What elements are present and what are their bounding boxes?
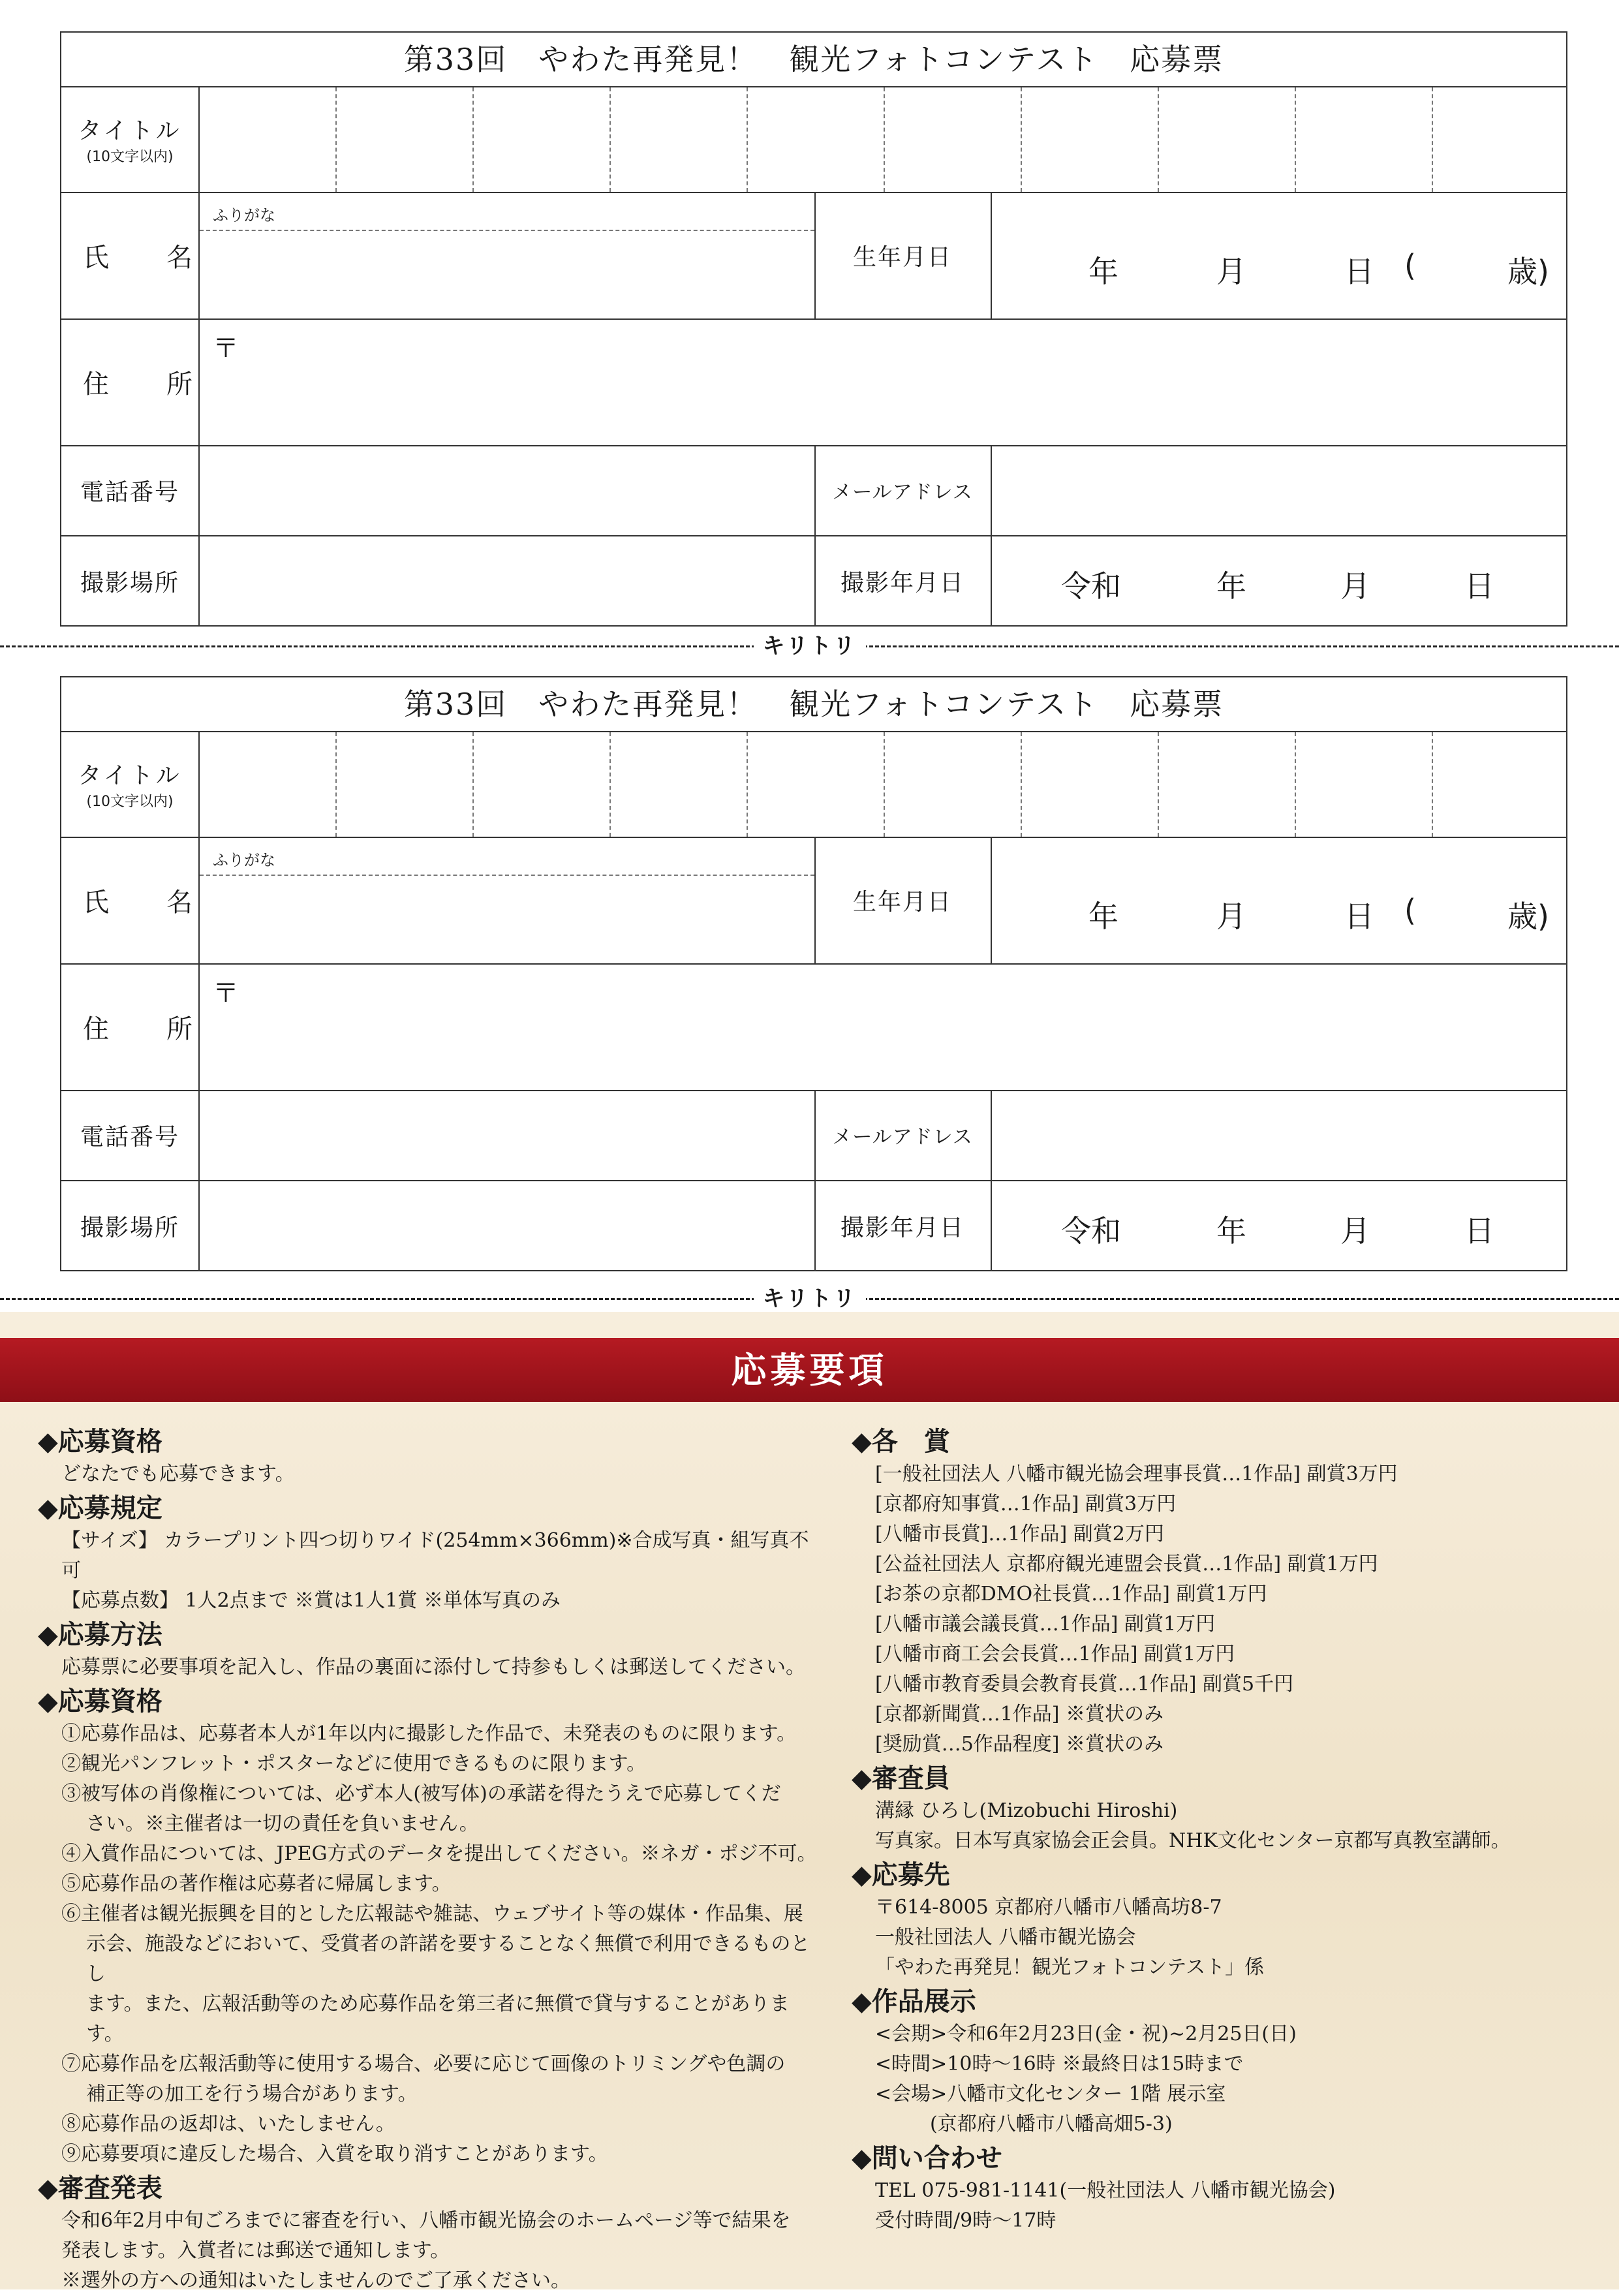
section-line: 【サイズ】 カラープリント四つ切りワイド(254mm×366mm)※合成写真・組写真不可 <box>61 1529 809 1582</box>
shot-month-unit: 月 <box>1340 568 1370 604</box>
section-line: [一般社団法人 八幡市観光協会理事長賞…1作品] 副賞3万円 <box>875 1463 1398 1485</box>
section-line: 発表します。入賞者には郵送で通知します。 <box>61 2239 450 2262</box>
section-line: [奨励賞…5作品程度] ※賞状のみ <box>875 1733 1164 1756</box>
section-heading-text: 作品展示 <box>871 1986 976 2017</box>
section-line: 補正等の加工を行う場合があります。 <box>86 2083 418 2105</box>
section-line: ⑧応募作品の返却は、いたしません。 <box>61 2113 395 2135</box>
diamond-icon: ◆ <box>852 1427 872 1457</box>
entry-form-1 <box>60 31 1567 627</box>
section-heading-text: 応募先 <box>871 1859 950 1890</box>
era-label: 令和 <box>1061 568 1121 604</box>
section-heading <box>38 2171 821 2206</box>
birth-label: 生年月日 <box>852 243 952 271</box>
section-heading-text: 応募規定 <box>57 1493 162 1523</box>
section-line: [京都新聞賞…1作品] ※賞状のみ <box>875 1703 1164 1726</box>
section-heading <box>852 1424 1596 1459</box>
address-label: 住 所 <box>83 1014 208 1044</box>
section-line: <会場>八幡市文化センター 1階 展示室 <box>875 2083 1226 2105</box>
section-heading-text: 応募方法 <box>57 1619 162 1650</box>
section-heading <box>38 1491 821 1526</box>
section-line: ⑥主催者は観光振興を目的とした広報誌や雑誌、ウェブサイト等の媒体・作品集、展 <box>61 1902 803 1925</box>
section-heading-text: 各 賞 <box>871 1426 950 1457</box>
title-input[interactable] <box>200 87 1567 192</box>
diamond-icon: ◆ <box>852 1860 872 1890</box>
shot-day-unit: 日 <box>1464 1213 1494 1249</box>
section-line: [八幡市商工会会長賞…1作品] 副賞1万円 <box>875 1643 1235 1666</box>
section-heading-text: 応募資格 <box>57 1686 162 1716</box>
postal-mark: 〒 <box>213 978 239 1008</box>
email-label: メールアドレス <box>832 1126 973 1149</box>
birth-day-unit: 日 <box>1344 254 1374 289</box>
section-heading-text: 審査発表 <box>57 2173 162 2203</box>
section-line: 【応募点数】 1人2点まで ※賞は1人1賞 ※単体写真のみ <box>61 1589 561 1612</box>
furigana-label: ふりがな <box>213 851 275 869</box>
section-line: ⑤応募作品の著作権は応募者に帰属します。 <box>61 1872 452 1895</box>
name-label: 氏 名 <box>83 887 208 918</box>
diamond-icon: ◆ <box>852 2143 872 2173</box>
section-heading <box>852 1984 1596 2019</box>
section-line: 一般社団法人 八幡市観光協会 <box>875 1926 1136 1949</box>
entry-guidelines <box>0 1312 1619 2292</box>
section-line: TEL 075-981-1141(一般社団法人 八幡市観光協会) <box>875 2179 1336 2202</box>
diamond-icon: ◆ <box>38 1427 58 1457</box>
shot-month-unit: 月 <box>1340 1213 1370 1249</box>
section-line: ⑦応募作品を広報活動等に使用する場合、必要に応じて画像のトリミングや色調の <box>61 2053 786 2075</box>
section-heading <box>38 1617 821 1652</box>
cut-label: キリトリ <box>754 633 866 659</box>
form-title: 第33回 やわた再発見！ 観光フォトコンテスト 応募票 <box>403 42 1224 77</box>
address-input[interactable] <box>200 965 1567 1090</box>
address-label: 住 所 <box>83 369 208 399</box>
shot-date-label: 撮影年月日 <box>840 569 964 597</box>
shot-year-unit: 年 <box>1216 1213 1246 1249</box>
birth-input[interactable] <box>992 838 1567 963</box>
diamond-icon: ◆ <box>852 1987 872 2017</box>
guidelines-left-column <box>38 1423 821 2296</box>
section-line: 受付時間/9時～17時 <box>875 2209 1056 2232</box>
section-line: [京都府知事賞…1作品] 副賞3万円 <box>875 1493 1177 1515</box>
section-line: [お茶の京都DMO社長賞…1作品] 副賞1万円 <box>875 1583 1267 1606</box>
birth-year-unit: 年 <box>1088 254 1118 289</box>
email-label: メールアドレス <box>832 481 973 504</box>
shot-day-unit: 日 <box>1464 568 1494 604</box>
title-input[interactable] <box>200 732 1567 837</box>
email-input[interactable] <box>992 446 1567 535</box>
birth-month-unit: 月 <box>1216 899 1246 934</box>
phone-label: 電話番号 <box>80 478 179 506</box>
diamond-icon: ◆ <box>38 1686 58 1716</box>
shot-year-unit: 年 <box>1216 568 1246 604</box>
address-input[interactable] <box>200 320 1567 445</box>
diamond-icon: ◆ <box>38 1493 58 1523</box>
phone-label: 電話番号 <box>80 1123 179 1151</box>
section-heading <box>852 1761 1596 1796</box>
section-line: 溝縁 ひろし(Mizobuchi Hiroshi) <box>875 1799 1178 1822</box>
birth-paren: ( <box>1404 893 1416 928</box>
section-heading <box>852 2141 1596 2176</box>
cut-label: キリトリ <box>754 1286 866 1312</box>
title-label: タイトル (10文字以内) <box>78 117 182 165</box>
section-line: 応募票に必要事項を記入し、作品の裏面に添付して持参もしくは郵送してください。 <box>61 1656 805 1679</box>
place-label: 撮影場所 <box>80 1214 179 1241</box>
birth-age-unit: 歳) <box>1507 899 1549 934</box>
furigana-input[interactable] <box>200 193 814 230</box>
section-line: [八幡市教育委員会教育長賞…1作品] 副賞5千円 <box>875 1673 1294 1696</box>
section-line: ②観光パンフレット・ポスターなどに使用できるものに限ります。 <box>61 1752 647 1775</box>
section-line: ①応募作品は、応募者本人が1年以内に撮影した作品で、未発表のものに限ります。 <box>61 1722 797 1745</box>
section-line: ※選外の方への通知はいたしませんのでご了承ください。 <box>61 2269 570 2292</box>
section-line: 写真家。日本写真家協会正会員。NHK文化センター京都写真教室講師。 <box>875 1829 1511 1852</box>
section-line: [公益社団法人 京都府観光連盟会長賞…1作品] 副賞1万円 <box>875 1553 1378 1575</box>
section-heading-text: 応募資格 <box>57 1426 162 1457</box>
phone-input[interactable] <box>200 1091 814 1180</box>
section-line: 令和6年2月中旬ごろまでに審査を行い、八幡市観光協会のホームページ等で結果を <box>61 2209 791 2232</box>
section-line: ③被写体の肖像権については、必ず本人(被写体)の承諾を得たうえで応募してくだ <box>61 1782 781 1805</box>
guidelines-right-column <box>852 1423 1596 2236</box>
birth-paren: ( <box>1404 248 1416 283</box>
furigana-label: ふりがな <box>213 206 275 225</box>
section-line: [八幡市議会議長賞…1作品] 副賞1万円 <box>875 1613 1216 1636</box>
cut-line-2 <box>0 1286 1619 1312</box>
place-label: 撮影場所 <box>80 569 179 597</box>
birth-year-unit: 年 <box>1088 899 1118 934</box>
birth-label: 生年月日 <box>852 888 952 916</box>
entry-form-2 <box>60 676 1567 1271</box>
birth-age-unit: 歳) <box>1507 254 1549 289</box>
guidelines-header: 応募要項 <box>0 1338 1619 1402</box>
section-heading <box>852 1857 1596 1893</box>
section-line: [八幡市長賞]…1作品] 副賞2万円 <box>875 1523 1164 1545</box>
birth-input[interactable] <box>992 193 1567 318</box>
section-line: どなたでも応募できます。 <box>61 1463 295 1485</box>
section-line: 「やわた再発見！観光フォトコンテスト」係 <box>875 1956 1265 1979</box>
section-line: (京都府八幡市八幡高畑5-3) <box>930 2113 1173 2135</box>
section-heading <box>38 1684 821 1719</box>
title-label: タイトル (10文字以内) <box>78 762 182 810</box>
section-line: <時間>10時～16時 ※最終日は15時まで <box>875 2053 1244 2075</box>
postal-mark: 〒 <box>213 334 239 364</box>
section-line: さい。※主催者は一切の責任を負いません。 <box>86 1812 479 1835</box>
cut-line-1 <box>0 633 1619 659</box>
birth-day-unit: 日 <box>1344 899 1374 934</box>
place-input[interactable] <box>200 1181 814 1271</box>
diamond-icon: ◆ <box>38 1620 58 1650</box>
section-heading-text: 問い合わせ <box>871 2143 1002 2173</box>
form-title: 第33回 やわた再発見！ 観光フォトコンテスト 応募票 <box>403 687 1224 722</box>
era-label: 令和 <box>1061 1213 1121 1249</box>
birth-month-unit: 月 <box>1216 254 1246 289</box>
section-heading-text: 審査員 <box>871 1763 950 1793</box>
section-line: <会期>令和6年2月23日(金・祝)~2月25日(日) <box>875 2023 1297 2045</box>
furigana-input[interactable] <box>200 838 814 875</box>
section-line: 示会、施設などにおいて、受賞者の許諾を要することなく無償で利用できるものとし <box>86 1932 810 1985</box>
name-input[interactable] <box>200 231 814 318</box>
name-input[interactable] <box>200 876 814 963</box>
place-input[interactable] <box>200 536 814 627</box>
section-line: ④入賞作品については、JPEG方式のデータを提出してください。※ネガ・ポジ不可。 <box>61 1842 817 1865</box>
name-label: 氏 名 <box>83 242 208 273</box>
email-input[interactable] <box>992 1091 1567 1180</box>
shot-date-label: 撮影年月日 <box>840 1214 964 1241</box>
section-line: ます。また、広報活動等のため応募作品を第三者に無償で貸与することがあります。 <box>86 1993 790 2045</box>
diamond-icon: ◆ <box>38 2173 58 2203</box>
section-heading <box>38 1424 821 1459</box>
diamond-icon: ◆ <box>852 1763 872 1793</box>
section-line: 〒614-8005 京都府八幡市八幡高坊8-7 <box>875 1896 1222 1919</box>
section-line: ⑨応募要項に違反した場合、入賞を取り消すことがあります。 <box>61 2143 608 2165</box>
phone-input[interactable] <box>200 446 814 535</box>
